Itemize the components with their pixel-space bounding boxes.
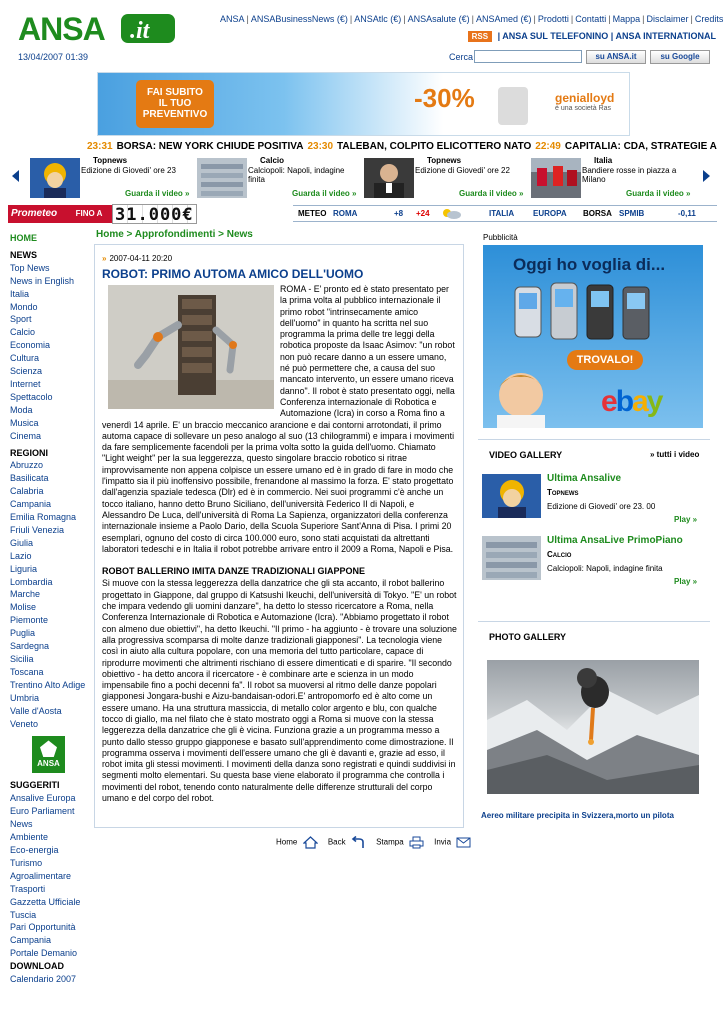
prometeo-logo: Prometeo	[8, 205, 66, 223]
all-videos-link[interactable]: » tutti i video	[650, 450, 700, 459]
nav-suggested-item[interactable]: Portale Demanio	[10, 948, 78, 959]
nav-regions-header: REGIONI	[10, 447, 49, 458]
separator: |	[246, 14, 249, 24]
nav-news-item[interactable]: Cultura	[10, 353, 40, 364]
svg-text:.it: .it	[130, 18, 150, 44]
article-subtitle: ROBOT BALLERINO IMITA DANZE TRADIZIONALI GIAPPONE	[102, 566, 365, 577]
nav-news-item[interactable]: Cinema	[10, 430, 42, 441]
star-icon	[40, 740, 57, 757]
nav-region-item[interactable]: Abruzzo	[10, 460, 44, 471]
nav-region-item[interactable]: Calabria	[10, 486, 44, 497]
envelope-icon	[456, 836, 471, 849]
nav-news-item[interactable]: Spettacolo	[10, 391, 53, 402]
video-thumbnail[interactable]	[197, 158, 247, 198]
back-tool[interactable]: Back	[328, 836, 366, 849]
borsa-index-link[interactable]: SPMIB	[619, 209, 645, 218]
nav-suggeriti-header: SUGGERITI	[10, 780, 60, 791]
meteo-europa-link[interactable]: EUROPA	[533, 209, 567, 218]
nav-news-item[interactable]: Internet	[10, 378, 41, 389]
search-input[interactable]	[474, 50, 582, 63]
nav-suggested-item[interactable]: Eco-energia	[10, 844, 59, 855]
meteo-min-temp: +8	[394, 209, 404, 218]
watch-video-link[interactable]: Guarda il video »	[125, 189, 190, 198]
nav-region-item[interactable]: Veneto	[10, 718, 39, 729]
photo-caption-link[interactable]: Aereo militare precipita in Svizzera,morto un pilota	[481, 811, 674, 820]
prometeo-ad[interactable]	[8, 204, 288, 224]
nav-region-item[interactable]: Piemonte	[10, 615, 49, 626]
search-ansa-button[interactable]: su ANSA.it	[586, 50, 646, 64]
arrow-right-icon[interactable]	[703, 170, 710, 182]
home-icon	[303, 836, 318, 849]
banner-discount: -30%	[414, 83, 475, 113]
article-title: ROBOT: PRIMO AUTOMA AMICO DELL'UOMO	[102, 267, 364, 281]
top-link[interactable]: ANSABusinessNews (€)	[250, 14, 348, 24]
back-arrow-icon	[351, 836, 366, 849]
article-tools	[276, 836, 479, 849]
video-strip	[0, 156, 724, 202]
nav-suggested-item[interactable]: Euro Parliament News	[10, 806, 75, 830]
video-gallery-title: VIDEO GALLERY	[489, 450, 563, 460]
nav-news-item[interactable]: Moda	[10, 404, 33, 415]
top-link[interactable]: ANSAsalute (€)	[407, 14, 470, 24]
video-thumbnail[interactable]	[482, 536, 541, 580]
nav-news-item[interactable]: Sport	[10, 314, 32, 325]
banner-quote-box: FAI SUBITO IL TUO PREVENTIVO	[136, 80, 214, 128]
watch-video-link[interactable]: Guarda il video »	[626, 189, 691, 198]
nav-region-item[interactable]: Sicilia	[10, 654, 34, 664]
nav-news-item[interactable]: Mondo	[10, 301, 38, 312]
video-description: Calciopoli: Napoli, indagine finita	[547, 564, 663, 573]
nav-region-item[interactable]: Basilicata	[10, 473, 49, 484]
ansa-international-link[interactable]: ANSA INTERNATIONAL	[615, 31, 716, 41]
ticker-headline[interactable]: CAPITALIA: CDA, STRATEGIE A	[564, 141, 717, 152]
video-strip-item[interactable]: Calcio Calciopoli: Napoli, indagine finita Guarda il video »	[197, 156, 363, 202]
separator: |	[608, 14, 611, 24]
watch-video-link[interactable]: Guarda il video »	[459, 189, 524, 198]
top-link[interactable]: Mappa	[612, 14, 641, 24]
advertising-label: Pubblicità	[483, 233, 518, 242]
video-category: Topnews	[547, 488, 579, 497]
separator: |	[533, 14, 536, 24]
ticker-time: 22:49	[535, 141, 561, 152]
video-strip-item[interactable]: Topnews Edizione di Giovedi' ore 23 Guarda il video »	[30, 156, 196, 202]
article-paragraph: ROMA - E' pronto ed è stato presentato per la prima volta al pubblico internazionale il primo robot "intrinsecamente amico dell'uomo" in quanto ha scritta nel suo programma la prima delle tre leggi della robotica proposte da Isaac Asimov: "un robot non può recare danno a un essere umano, né può permettere che, a causa del suo mancato intervento, un essere umano riceva danno". Il robot è stato presentato oggi, nella Conferenza internazionale di Robotica e Automazione (Icra) in corso a Roma fino a venerdì 14 aprile. E' un braccio meccanico arancione e dai contorni arrotondati, il primo automa capace di sollevare un peso analogo al suo (13 chilogrammi) e impara i movimenti da fare semplicemente facendoli per la prima volta sotto la guida dell'uomo. Chiamato "Light weight" per la sua leggerezza, questo singolare braccio robotico si ritrae improvvisamente non appena colpisce un essere umano ed è in grado di fare in modo che l'impatto sia il più inoffensivo possibile, frenandone al massimo la forza. E' stato progettato dall'agenzia spaziale tedesca (Dlr) ed è in commercio. Nei suoi programmi c'è anche un tocco italiano, hanno detto Bruno Siciliano, dell'università Federico II di Napoli, e Alessandro De Luca, dell'università di Roma La Sapienza, organizzatori della conferenza internazionale insieme a Paolo Dario, della Scuola Superiore Sant'Anna di Pisa. I primi 20 esemplari, ognuno del costo di circa 100.000 euro, sono stati acquistati da altrettanti laboratori tedeschi e in Italia il robot potrebbe arrivare entro il 2009 a Roma, Napoli e Pisa.	[102, 284, 455, 554]
top-links	[220, 14, 724, 24]
article-date: » 2007-04-11 20:20	[102, 254, 173, 263]
photo-gallery-image[interactable]	[487, 660, 699, 794]
left-navigation	[10, 232, 86, 986]
play-link[interactable]: Play »	[674, 577, 698, 586]
nav-news-item[interactable]: Top News	[10, 262, 50, 273]
weather-cloud-icon	[441, 207, 461, 219]
ticker-headline[interactable]: TALEBAN, COLPITO ELICOTTERO NATO	[337, 141, 532, 152]
nav-region-item[interactable]: Sardegna	[10, 641, 50, 652]
search-google-button[interactable]: su Google	[650, 50, 710, 64]
watch-video-link[interactable]: Guarda il video »	[292, 189, 357, 198]
banner-brand: genialloyd è una società Ras	[555, 91, 615, 112]
nav-suggested-item[interactable]: Ansalive Europa	[10, 793, 76, 804]
nav-region-item[interactable]: Toscana	[10, 666, 44, 677]
arrow-left-icon[interactable]	[12, 170, 19, 182]
rss-row: RSS | ANSA SUL TELEFONINO | ANSA INTERNATIONAL	[400, 31, 716, 42]
nav-home-link[interactable]: HOME	[10, 233, 37, 243]
nav-region-item[interactable]: Liguria	[10, 563, 38, 574]
nav-news-item[interactable]: Calcio	[10, 327, 36, 338]
nav-region-item[interactable]: Marche	[10, 589, 41, 600]
search-label: Cerca	[449, 52, 474, 62]
nav-suggested-item[interactable]: Trasporti	[10, 883, 46, 894]
news-ticker	[87, 141, 724, 155]
meteo-max-temp: +24	[416, 209, 430, 218]
nav-download-header: DOWNLOAD	[10, 961, 64, 972]
video-strip-item[interactable]: Topnews Edizione di Giovedi' ore 22 Guarda il video »	[364, 156, 530, 202]
nav-region-item[interactable]: Valle d'Aosta	[10, 705, 62, 716]
nav-news-item[interactable]: Scienza	[10, 366, 43, 377]
top-link[interactable]: ANSA	[220, 14, 245, 24]
ansa-logo[interactable]	[18, 10, 178, 46]
nav-region-item[interactable]: Friuli Venezia Giulia	[10, 524, 65, 548]
nav-news-item[interactable]: Italia	[10, 288, 30, 299]
top-link[interactable]: Prodotti	[537, 14, 569, 24]
separator: |	[471, 14, 474, 24]
nav-suggested-item[interactable]: Ambiente	[10, 832, 49, 843]
svg-text:ANSA: ANSA	[18, 11, 105, 46]
video-thumbnail[interactable]	[531, 158, 581, 198]
nav-news-list	[10, 262, 86, 443]
top-link[interactable]: ANSAmed (€)	[475, 14, 532, 24]
separator: |	[570, 14, 574, 24]
nav-suggested-item[interactable]: Turismo	[10, 857, 43, 868]
nav-regions-list	[10, 459, 86, 730]
nav-region-item[interactable]: Molise	[10, 602, 37, 613]
ebay-ad[interactable]	[483, 245, 703, 428]
current-datetime: 13/04/2007 01:39	[18, 52, 89, 62]
ebay-ad-headline: Oggi ho voglia di...	[513, 255, 666, 274]
info-bar	[293, 205, 717, 222]
send-tool[interactable]: Invia	[434, 836, 471, 849]
ansa-badge[interactable]: ANSA	[32, 736, 65, 773]
nav-news-item[interactable]: Economia	[10, 340, 51, 351]
nav-download-item[interactable]: Calendario 2007	[10, 974, 77, 985]
video-title[interactable]: Ultima Ansalive	[547, 473, 622, 484]
meteo-label: METEO	[298, 209, 327, 218]
video-strip-item[interactable]: Italia Bandiere rosse in piazza a Milano Guarda il video »	[531, 156, 697, 202]
separator: |	[690, 14, 693, 24]
separator: |	[642, 14, 645, 24]
nav-suggested-item[interactable]: Agroalimentare	[10, 870, 72, 881]
nav-suggested-item[interactable]: Tuscia	[10, 909, 37, 920]
separator: |	[349, 14, 353, 24]
ticker-time: 23:31	[87, 141, 113, 152]
top-link[interactable]: Disclaimer	[646, 14, 689, 24]
meteo-city-link[interactable]: ROMA	[333, 209, 358, 218]
top-link[interactable]: Credits	[694, 14, 724, 24]
top-link[interactable]: Contatti	[575, 14, 607, 24]
video-description: Edizione di Giovedi' ore 23. 00	[547, 502, 656, 511]
article-body	[102, 284, 458, 804]
separator: |	[403, 14, 406, 24]
nav-region-item[interactable]: Campania	[10, 499, 52, 510]
prometeo-label: FINO A	[66, 205, 112, 223]
video-thumbnail[interactable]	[364, 158, 414, 198]
nav-news-item[interactable]: Musica	[10, 417, 39, 428]
nav-region-item[interactable]: Emilia Romagna	[10, 512, 77, 523]
nav-region-item[interactable]: Lazio	[10, 550, 32, 561]
nav-suggested-item[interactable]: Gazzetta Ufficiale	[10, 896, 81, 907]
nav-region-item[interactable]: Lombardia	[10, 576, 53, 587]
insurance-banner-ad[interactable]	[97, 72, 630, 136]
print-icon	[409, 836, 424, 849]
ebay-logo: ebay	[601, 385, 662, 418]
nav-region-item[interactable]: Puglia	[10, 628, 36, 639]
borsa-label: BORSA	[583, 209, 612, 218]
banner-arrow-icon	[498, 87, 528, 125]
video-category: Calcio	[547, 550, 572, 559]
ebay-ad-button[interactable]: TROVALO!	[567, 350, 643, 370]
nav-news-item[interactable]: News in English	[10, 275, 75, 286]
top-link[interactable]: ANSAtlc (€)	[354, 14, 402, 24]
photo-gallery-title: PHOTO GALLERY	[489, 632, 567, 642]
prometeo-amount: 31.000€	[112, 204, 197, 224]
home-tool[interactable]: Home	[276, 836, 318, 849]
breadcrumb[interactable]: Home > Approfondimenti > News	[96, 229, 253, 240]
borsa-index-value: -0,11	[678, 209, 696, 218]
nav-news-header: NEWS	[10, 249, 37, 260]
video-title[interactable]: Ultima AnsaLive PrimoPiano	[547, 535, 683, 546]
print-tool[interactable]: Stampa	[376, 836, 424, 849]
article-paragraph: Si muove con la stessa leggerezza della danzatrice che gli sta accanto, il robot ballerino progettato in Giappone, dal gruppo di Katsushi Ikeuchi, dell'università di Tokyo. "E' un robot che impara vedendo gli uomini danzare", ha detto lo stesso ricercatore a Roma, nella Conferenza Internazionale di Robotica e Automazione (Icra). "Abbiamo progettato il robot con almeno due obiettivi", ha detto Ikeuchi. "Il primo - ha aggiunto - è trovare una soluzione alla progressiva scomparsa di molte danze tradizionali giapponesi". La tecnologia viene così in aiuto alla cultura popolare, con una memoria del tutto particolare, capace di riprodurre movimenti che altrimenti rischiano di essere dimenticati e di sparire. "Il secondo obiettivo - ha detto ancora il ricercatore - è combinare arte e scienza in un modo impensabile fino a pochi decenni fa". Il robot sa muoversi al ritmo delle danze popolari giapponesi Jongara-bushi e Aizu-bandaisan-odori.E' antropomorfo ed è alto come un essere umano. Ha una struttura massiccia, di metallo color argento e blu, con qualche tocco di giallo, ma nel filato che è stato mostrato oggi a Roma si muove con la stessa leggerezza della danzatrice che gli è vicina. Funziona grazie a un programma messo a punto dallo stesso gruppo giapponese e basato sull'apprendimento come dimostrazione. Il programma osserva i movimenti dell'essere umano che gli è davanti e, grazie ad esso, il robot imita gli stessi movimenti. I movimenti della danza sono registrati e quindi suddivisi in segmenti molto elementari. Su questa base viene elaborato il programma che controlla i movimenti del robot, tenendo conto naturalmente delle differenze strutturali del corpo umano e del corpo del robot.	[102, 578, 457, 804]
ticker-headline[interactable]: BORSA: NEW YORK CHIUDE POSITIVA	[116, 141, 304, 152]
nav-suggested-item[interactable]: Pari Opportunità Campania	[10, 922, 76, 946]
nav-region-item[interactable]: Trentino Alto Adige	[10, 679, 86, 690]
ticker-time: 23:30	[307, 141, 334, 152]
play-link[interactable]: Play »	[674, 515, 698, 524]
video-thumbnail[interactable]	[482, 474, 541, 518]
nav-download-list	[10, 973, 86, 986]
rss-badge[interactable]: RSS	[468, 31, 492, 42]
meteo-italia-link[interactable]: ITALIA	[489, 209, 515, 218]
nav-region-item[interactable]: Umbria	[10, 692, 40, 703]
ansa-mobile-link[interactable]: ANSA SUL TELEFONINO	[502, 31, 609, 41]
video-thumbnail[interactable]	[30, 158, 80, 198]
nav-suggeriti-list	[10, 792, 86, 960]
